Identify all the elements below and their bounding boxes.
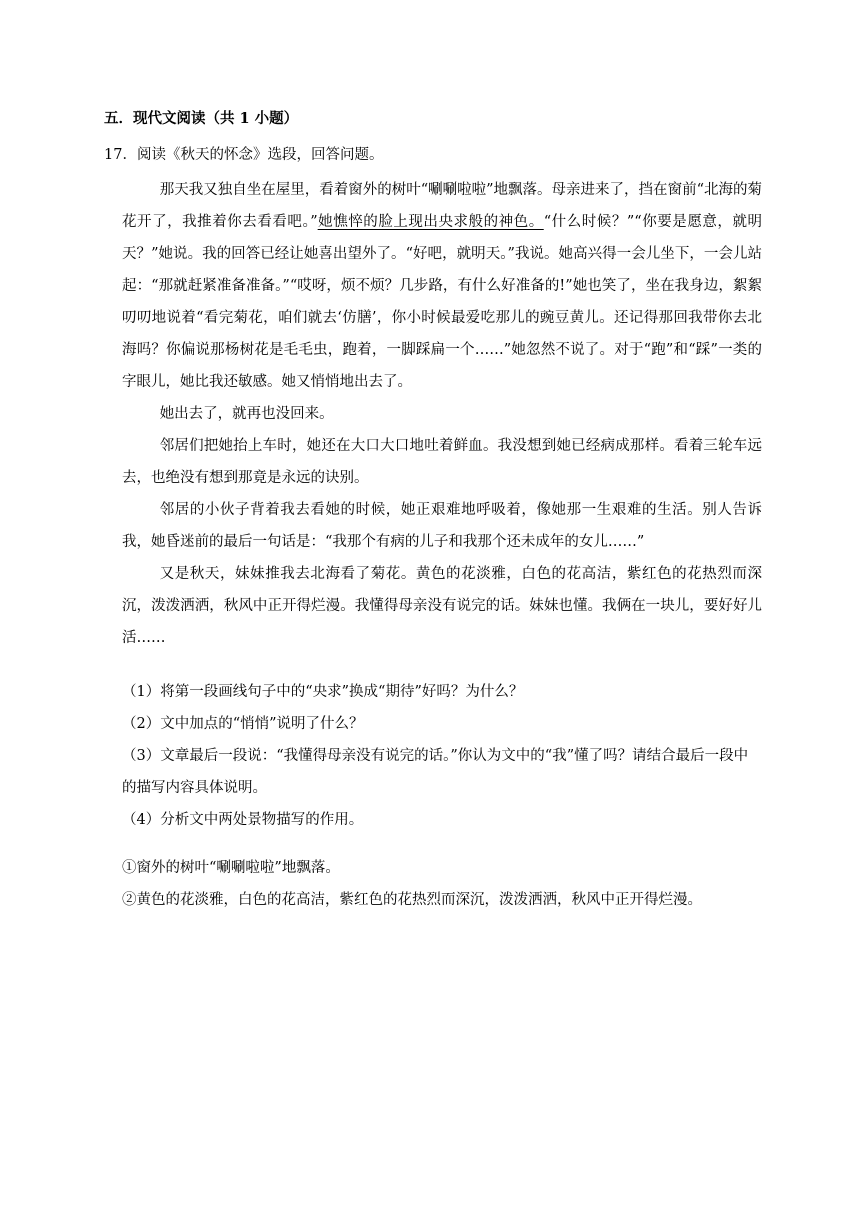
section-heading: 五．现代文阅读（共 1 小题） [104, 110, 299, 127]
passage-paragraph-1-text-b: “什么时候？”“你要是愿意，就明天？”她说。我的回答已经让她喜出望外了。“好吧，就明天。”我说。她高兴得一会儿坐下，一会儿站起：“那就赶紧准备准备。”“哎呀，烦不烦？几步路，有什么好准备的!”她也笑了，坐在我身边，絮絮叨叨地说着“看完菊花，咱们就去‘仿膳’，你小时候最爱吃那儿的豌豆黄儿。还记得那回我带你去北海吗？你偏说那杨树花是毛毛虫，跑着，一脚踩扁一个……”她忽然不说了。对于“跑”和“踩”一类的字眼儿，她比我还敏感。她又悄悄地出去了。 [122, 214, 762, 390]
scenery-description-2: ②黄色的花淡雅，白色的花高洁，紫红色的花热烈而深沉，泼泼洒洒，秋风中正开得烂漫。 [122, 892, 702, 908]
passage-paragraph-1 [122, 174, 762, 398]
passage-paragraph-4: 邻居的小伙子背着我去看她的时候，她正艰难地呼吸着，像她那一生艰难的生活。别人告诉我，她昏迷前的最后一句话是：“我那个有病的儿子和我那个还未成年的女儿……” [122, 502, 762, 550]
sub-question-list [122, 676, 762, 836]
passage-paragraph-2: 她出去了，就再也没回来。 [159, 406, 334, 422]
passage-paragraph-1-text-a: 那天我又独自坐在屋里，看着窗外的树叶“唰唰啦啦”地飘落。母亲进来了，挡在窗前“北海的菊花开了，我推着你去看看吧。” [122, 182, 762, 230]
scenery-description-1: ①窗外的树叶“唰唰啦啦”地飘落。 [122, 860, 340, 876]
sub-question-4: （4）分析文中两处景物描写的作用。 [122, 812, 364, 828]
sub-question-1: （1）将第一段画线句子中的“央求”换成“期待”好吗？为什么？ [122, 684, 524, 700]
passage-paragraph-3: 邻居们把她抬上车时，她还在大口大口地吐着鲜血。我没想到她已经病成那样。看着三轮车远去，也绝没有想到那竟是永远的诀别。 [122, 438, 762, 486]
sub-question-3: （3）文章最后一段说：“我懂得母亲没有说完的话。”你认为文中的“我”懂了吗？请结合最后一段中的描写内容具体说明。 [122, 748, 749, 796]
underlined-sentence: 她憔悴的脸上现出央求般的神色。 [317, 214, 544, 230]
scenery-description-list [122, 852, 782, 916]
sub-question-2: （2）文中加点的“悄悄”说明了什么？ [122, 716, 364, 732]
reading-passage [122, 174, 762, 654]
question-title: 17．阅读《秋天的怀念》选段，回答问题。 [104, 147, 384, 163]
passage-paragraph-5: 又是秋天，妹妹推我去北海看了菊花。黄色的花淡雅，白色的花高洁，紫红色的花热烈而深沉，泼泼洒洒，秋风中正开得烂漫。我懂得母亲没有说完的话。妹妹也懂。我俩在一块儿，要好好儿活…… [122, 566, 762, 646]
